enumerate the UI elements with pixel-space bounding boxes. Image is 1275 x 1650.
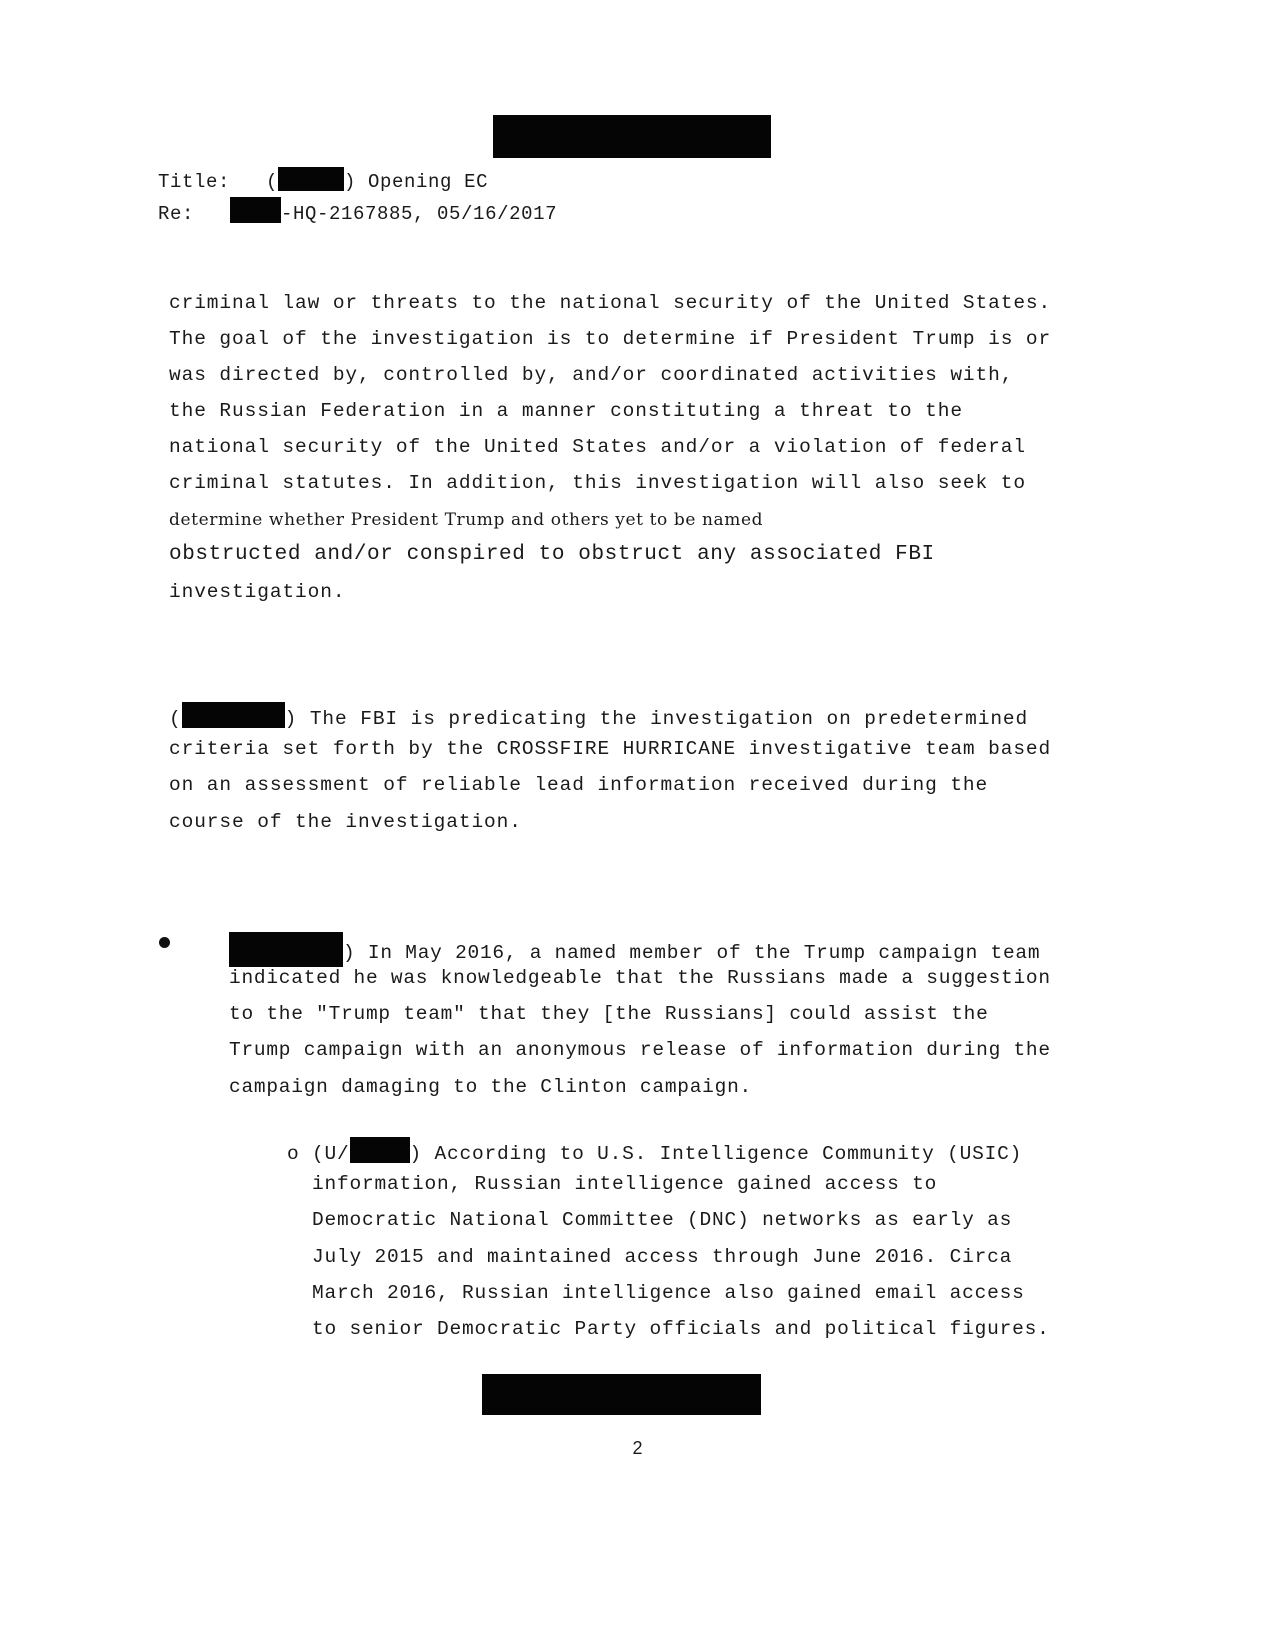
paragraph1-line-5: national security of the United States and/or a violation of federal bbox=[169, 436, 1026, 458]
paragraph2-redaction bbox=[182, 702, 285, 728]
re-redaction bbox=[230, 197, 281, 223]
paragraph2-line-4: course of the investigation. bbox=[169, 811, 522, 833]
bullet1-redaction bbox=[229, 932, 343, 967]
re-line bbox=[158, 197, 557, 225]
paragraph1-line-6: criminal statutes. In addition, this investigation will also seek to bbox=[169, 472, 1026, 494]
paragraph2-line-3: on an assessment of reliable lead information received during the bbox=[169, 774, 989, 796]
title-label: Title: bbox=[158, 171, 231, 193]
subbullet1-line-4: July 2015 and maintained access through June 2016. Circa bbox=[312, 1246, 1013, 1268]
paragraph2-line-1-text: ) The FBI is predicating the investigation on predetermined bbox=[284, 708, 1029, 730]
paragraph1-line-9: investigation. bbox=[169, 581, 346, 603]
paragraph1-line-2: The goal of the investigation is to determine if President Trump is or bbox=[169, 328, 1052, 350]
bullet1-line-2: indicated he was knowledgeable that the Russians made a suggestion bbox=[229, 967, 1051, 989]
subbullet-redaction bbox=[350, 1137, 410, 1163]
bullet1-line-3: to the "Trump team" that they [the Russians] could assist the bbox=[229, 1003, 989, 1025]
re-text: -HQ-2167885, 05/16/2017 bbox=[281, 203, 558, 225]
subbullet1-line-3: Democratic National Committee (DNC) networks as early as bbox=[312, 1209, 1013, 1231]
bullet1-line-4: Trump campaign with an anonymous release of information during the bbox=[229, 1039, 1051, 1061]
bullet1-line-1-text: ) In May 2016, a named member of the Trump campaign team bbox=[343, 942, 1041, 964]
subbullet1-line-1 bbox=[287, 1137, 1022, 1165]
subbullet1-line-6: to senior Democratic Party officials and political figures. bbox=[312, 1318, 1050, 1340]
paragraph1-line-1: criminal law or threats to the national security of the United States. bbox=[169, 292, 1052, 314]
paragraph2-line-1 bbox=[169, 702, 1028, 730]
bullet1-line-5: campaign damaging to the Clinton campaign. bbox=[229, 1076, 752, 1098]
paragraph2-line-2: criteria set forth by the CROSSFIRE HURRICANE investigative team based bbox=[169, 738, 1052, 760]
paragraph2-open-paren: ( bbox=[169, 708, 182, 730]
paragraph1-line-3: was directed by, controlled by, and/or coordinated activities with, bbox=[169, 364, 1014, 386]
paragraph1-line-8: obstructed and/or conspired to obstruct any associated FBI bbox=[169, 543, 935, 566]
bullet-dot bbox=[159, 937, 170, 948]
paragraph1-line-7: determine whether President Trump and others yet to be named bbox=[169, 510, 764, 530]
page-number: 2 bbox=[632, 1438, 643, 1458]
bottom-classification-redaction bbox=[482, 1374, 761, 1415]
re-label: Re: bbox=[158, 203, 195, 225]
subbullet1-line-5: March 2016, Russian intelligence also gained email access bbox=[312, 1282, 1025, 1304]
subbullet1-line-1-text: ) According to U.S. Intelligence Community (USIC) bbox=[409, 1143, 1023, 1165]
bullet1-line-1 bbox=[229, 932, 1040, 967]
subbullet-classification: (U/ bbox=[312, 1143, 350, 1165]
title-redaction bbox=[278, 167, 344, 191]
subbullet-marker: o bbox=[287, 1143, 300, 1165]
title-text: ) Opening EC bbox=[344, 171, 489, 193]
title-line bbox=[158, 167, 488, 193]
title-open-paren: ( bbox=[266, 171, 279, 193]
subbullet1-line-2: information, Russian intelligence gained access to bbox=[312, 1173, 938, 1195]
top-classification-redaction bbox=[493, 115, 771, 158]
paragraph1-line-4: the Russian Federation in a manner constituting a threat to the bbox=[169, 400, 963, 422]
